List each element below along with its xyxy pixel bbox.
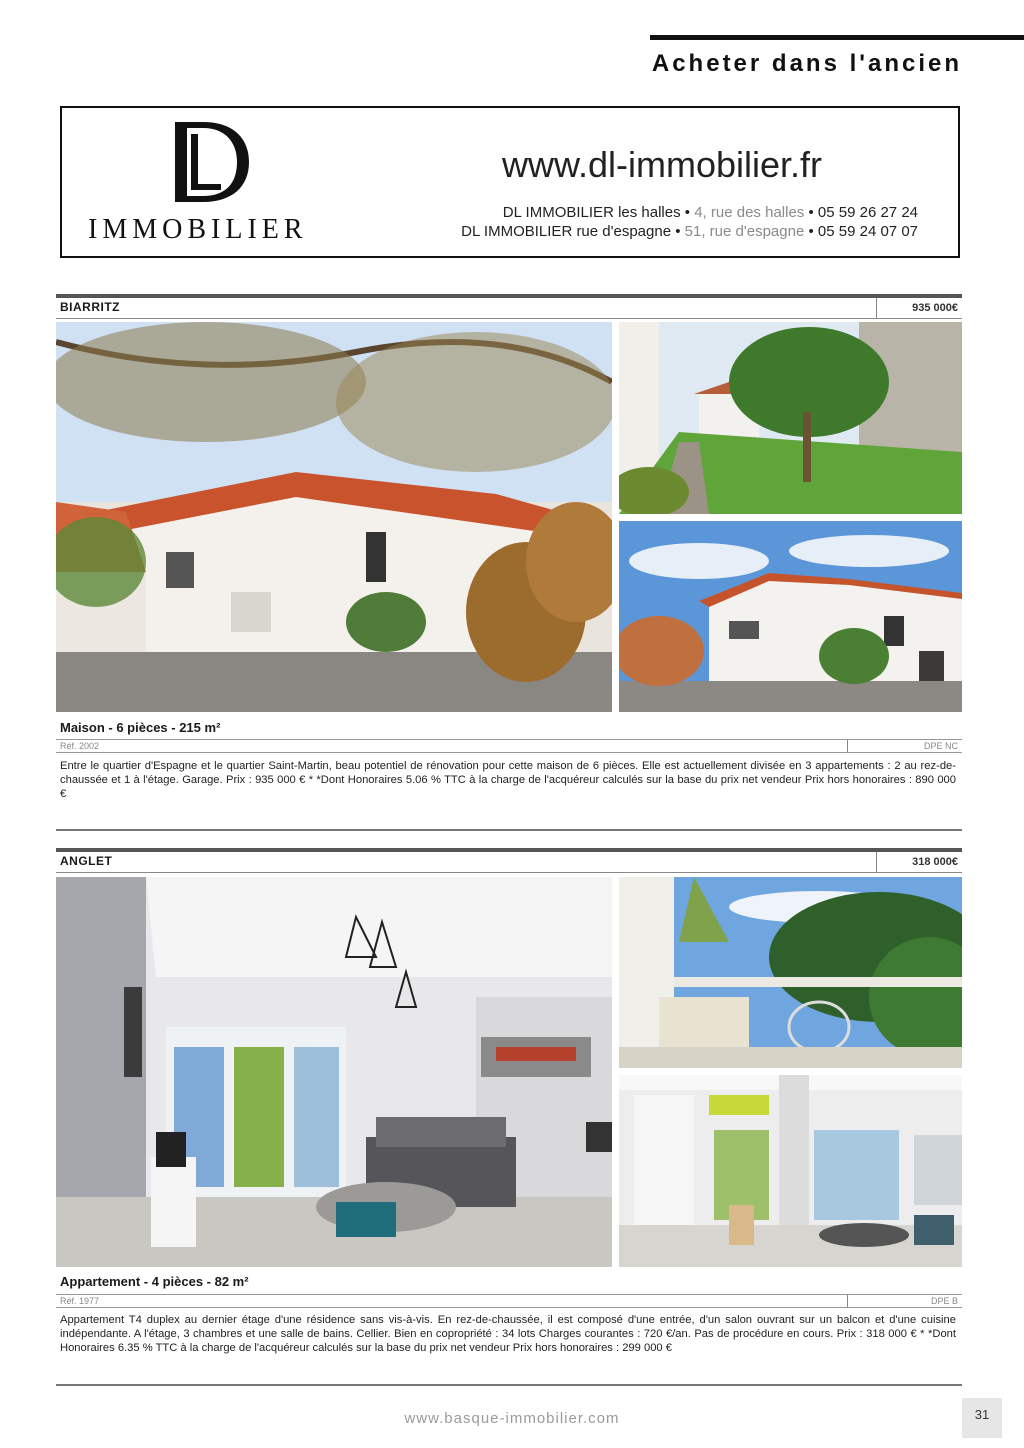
listing-type: Appartement - 4 pièces - 82 m² <box>60 1274 249 1289</box>
listing-end-rule <box>56 1384 962 1386</box>
agency-name: DL IMMOBILIER rue d'espagne <box>461 223 672 240</box>
page-number: 31 <box>962 1398 1002 1438</box>
meta-divider <box>847 740 848 752</box>
listing-description: Entre le quartier d'Espagne et le quartier Saint-Martin, beau potentiel de rénovation pour cette maison de 6 pièces. Elle est actuellement divisée en 3 appartements : 2 au rez-de-chaussée et 1 à l'étage. Garage. Prix : 935 000 € * *Dont Honoraires 5.06 % TTC à la charge de l'acquéreur calculés sur la base du prix net vendeur Prix hors honoraires : 890 000 € <box>60 760 956 800</box>
listing-photo-side-top[interactable] <box>619 877 962 1068</box>
listing-photo-main[interactable] <box>56 877 612 1267</box>
listing-header <box>56 852 962 873</box>
agency-name: DL IMMOBILIER les halles <box>502 204 681 221</box>
agency-address: 4, rue des halles <box>694 204 805 221</box>
listing-end-rule <box>56 829 962 831</box>
dl-logo-icon <box>157 116 257 206</box>
listing-dpe: DPE NC <box>923 741 958 751</box>
footer-website[interactable]: www.basque-immobilier.com <box>404 1410 620 1427</box>
logo-wordmark: IMMOBILIER <box>88 214 308 245</box>
listing-city: ANGLET <box>60 854 113 868</box>
agency-address: 51, rue d'espagne <box>684 223 805 240</box>
advertiser-website[interactable]: www.dl-immobilier.fr <box>502 144 823 185</box>
listing-meta <box>56 739 962 753</box>
separator: • <box>808 204 814 221</box>
listing-photo-side-bottom[interactable] <box>619 521 962 712</box>
listing-dpe: DPE B <box>930 1296 958 1306</box>
listing-photo-main[interactable] <box>56 322 612 712</box>
agency-phone[interactable]: 05 59 26 27 24 <box>817 204 918 221</box>
separator: • <box>684 204 691 221</box>
listing-photo-side-bottom[interactable] <box>619 1075 962 1267</box>
listing-photo-side-top[interactable] <box>619 322 962 514</box>
listing-ref: Réf. 2002 <box>60 741 100 751</box>
section-title: Acheter dans l'ancien <box>651 50 962 77</box>
listing-description: Appartement T4 duplex au dernier étage d'une résidence sans vis-à-vis. En rez-de-chaussée, il est composé d'une entrée, d'un salon ouvrant sur un balcon et d'une cuisine indépendante. A l'étage, 3 chambres et une salle de bains. Cellier. Bien en copropriété : 34 lots Charges courantes : 720 €/an. Pas de procédure en cours. Prix : 318 000 € * *Dont Honoraires 6.35 % TTC à la charge de l'acquéreur calculés sur la base du prix net vendeur Prix hors honoraires : 299 000 € <box>60 1314 956 1354</box>
listing-price: 935 000€ <box>876 298 962 318</box>
header-rule <box>650 35 1024 40</box>
listing-header <box>56 298 962 319</box>
listing-type: Maison - 6 pièces - 215 m² <box>60 720 221 735</box>
agency-line-halles <box>503 204 918 221</box>
separator: • <box>808 223 814 240</box>
separator: • <box>675 223 681 240</box>
listing-meta <box>56 1294 962 1308</box>
listing-price: 318 000€ <box>876 852 962 872</box>
listing-city: BIARRITZ <box>60 300 120 314</box>
meta-divider <box>847 1295 848 1307</box>
listing-ref: Réf. 1977 <box>60 1296 100 1306</box>
agency-line-espagne <box>461 223 918 240</box>
advertiser-box <box>60 106 960 258</box>
agency-phone[interactable]: 05 59 24 07 07 <box>817 223 918 240</box>
